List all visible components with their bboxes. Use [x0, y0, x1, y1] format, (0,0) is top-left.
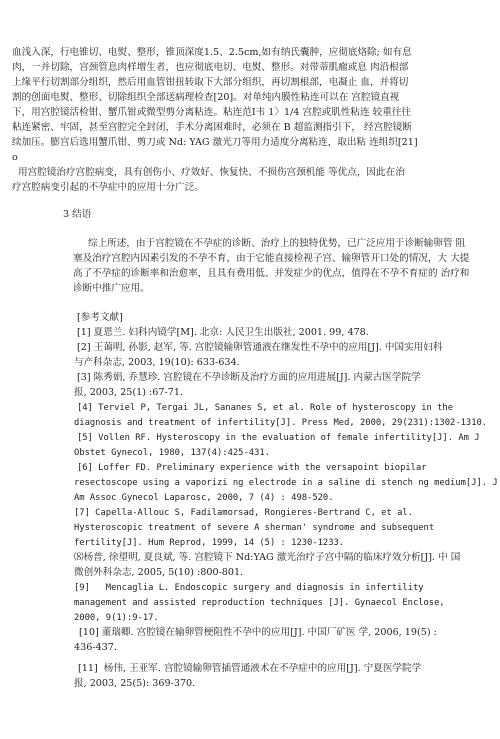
- text-line-28: Am Assoc Gynecol Laparosc, 2000, 7 (4) : 498-520.: [74, 493, 334, 503]
- text-line-27: resectoscope using a vaporizi ng electrode in a saline di stench ng medium[J]. J: [74, 478, 498, 488]
- text-line-34: [9] Mencaglia L. Endoscopic surgery and diagnosis in infertility: [74, 583, 424, 593]
- text-line-38: 436-437.: [74, 642, 117, 653]
- text-line-32: ⑻杨普, 徐望明, 夏良斌, 等. 宫腔镜下 Nd:YAG 激光治疗子宫中隔的临床疗效分析[J]. 中 国: [74, 552, 461, 563]
- text-line-8: o: [12, 152, 18, 163]
- text-line-36: 2000, 9(1):9-17.: [74, 613, 159, 623]
- text-line-10: 疗宫腔病变引起的不孕症中的应用十分广泛。: [12, 182, 204, 193]
- text-line-33: 微创外科杂志, 2005, 5(10) :800-801.: [74, 567, 244, 578]
- text-line-6: 粘连紧密、牢固，甚至宫腔完全封闭，手术分离困难时，必须在 B 超监测指引下， 经宫腔镜断: [12, 122, 412, 133]
- text-line-12: 综上所述，由于宫腔镜在不孕症的诊断、治疗上的独特优势，已广泛应用于诊断输卵管 阻: [88, 238, 466, 249]
- text-line-20: [3] 陈秀娟, 乔慧珍. 宫腔镜在不孕诊断及治疗方面的应用进展[J]. 内蒙古医学院学: [77, 372, 421, 383]
- text-line-29: [7] Capella-Allouc S, Fadilamorsad, Rongieres-Bertrand C, et al.: [74, 508, 413, 518]
- text-line-16: [参考文献]: [77, 312, 123, 323]
- text-line-9: 用宫腔镜治疗宫腔病变，具有创伤小、疗效好、恢复快、不损伤宫颈机能 等优点，因此在治: [18, 167, 405, 178]
- text-line-2: 肉，一并切除，宫颈管息肉样增生者，也应彻底电切、电熨、整形。对带蒂肌瘤或息 肉沿根部: [12, 62, 409, 73]
- text-line-31: fertility[J]. Hum Reprod, 1999, 14 (5) : 1230-1233.: [74, 538, 345, 548]
- text-line-18: [2] 王蔼明, 孙影, 赵军, 等. 宫腔镜输卵管通液在继发性不孕中的应用[J]. 中国实用妇科: [77, 342, 443, 353]
- text-line-23: diagnosis and treatment of infertility[J]. Press Med, 2000, 29(231):1302-1310.: [74, 418, 488, 428]
- text-line-17: [1] 夏恩兰. 妇科内镜学[M]. 北京: 人民卫生出版社, 2001. 99, 478.: [77, 327, 369, 338]
- text-line-25: Obstet Gynecol, 1980, 137(4):425-431.: [74, 448, 270, 458]
- text-line-11: 3 结语: [63, 209, 92, 220]
- text-line-22: [4] Terviel P, Tergai JL, Sananes S, et al. Role of hysteroscopy in the: [77, 403, 454, 413]
- text-line-35: management and assisted reproduction techniques [J]. Gynaecol Enclose,: [74, 598, 445, 608]
- text-line-14: 高了不孕症的诊断率和治愈率，且具有费用低、并发症少的优点，值得在不孕不育症的 治疗和: [73, 268, 470, 279]
- text-line-19: 与产科杂志, 2003, 19(10): 633-634.: [74, 357, 240, 368]
- text-line-24: [5] Vollen RF. Hysteroscopy in the evaluation of female infertility[J]. Am J: [77, 433, 480, 443]
- text-line-5: 下，用宫腔镜活检钳、蟹爪钳或微型剪分离粘连。粘连范Ⅰ韦 1〉1/4 宫腔或肌性粘连 较重往往: [12, 107, 412, 118]
- text-line-15: 诊断中推广应用。: [73, 283, 150, 294]
- text-line-3: 上缘平行切割部分组织，然后用血管钳扭转取下大部分组织，再切割根部，电凝止 血，并将切: [12, 77, 409, 88]
- text-line-21: 报, 2003, 25(1) :67-71.: [74, 387, 183, 398]
- text-line-1: 血浅入深，行电锥切、电熨、整形，锥顶深度1.5、2.5cm,如有纳氏囊肿，应彻底烙除; 如有息: [12, 47, 412, 58]
- text-line-26: [6] Loffer FD. Preliminary experience with the versapoint biopilar: [77, 463, 427, 473]
- text-line-40: 报, 2003, 25(5): 369-370.: [74, 678, 196, 689]
- text-line-13: 塞及治疗宫腔内因素引发的不孕不育，由于它能直接检视子宫、输卵管开口处的情况，大 大提: [73, 253, 470, 264]
- text-line-7: 续加压。膨宫后选用蟹爪钳、剪刀或 Nd: YAG 激光刀等用力适度分离粘连，取出粘 连组织[21]: [12, 137, 418, 148]
- text-line-30: Hysteroscopic treatment of severe A sherman' syndrome and subsequent: [74, 523, 435, 533]
- text-line-39: [11] 杨伟, 王亚军. 宫腔镜输卵管插管通液术在不孕症中的应用[J]. 宁夏医学院学: [78, 663, 422, 674]
- text-line-4: 割的创面电熨、整形、切除组织全部送病理检查[20]。对单纯内膜性粘连可以在 宫腔镜直视: [12, 92, 400, 103]
- text-line-37: [10] 董瑞卿. 宫腔镜在输卵管梗阻性不孕中的应用[J]. 中国厂矿医 学, 2006, 19(5) :: [79, 627, 437, 638]
